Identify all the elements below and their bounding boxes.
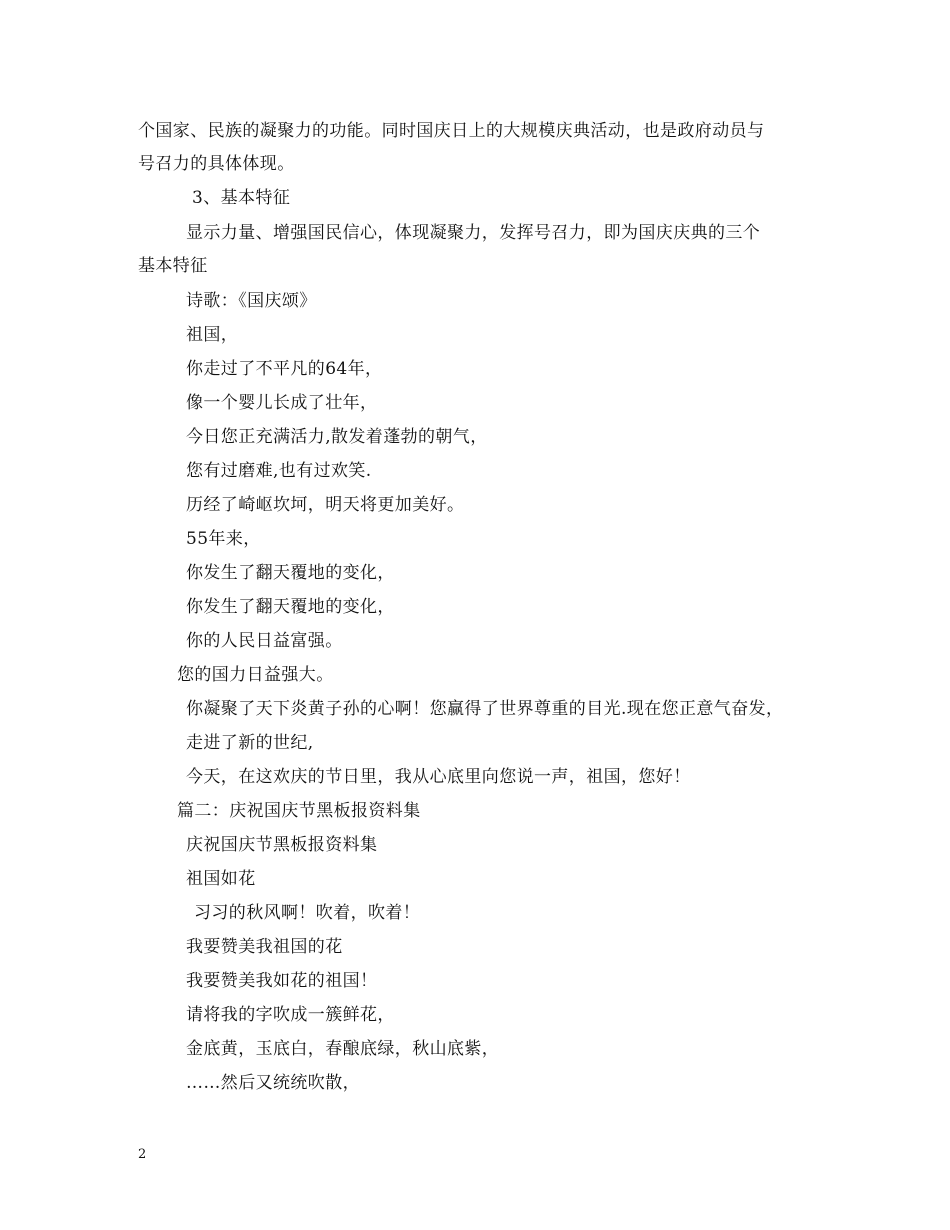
poem-title: 诗歌：《国庆颂》 (186, 291, 317, 311)
poem-line: 55年来， (186, 529, 261, 549)
section-heading: 篇二：庆祝国庆节黑板报资料集 (177, 801, 421, 821)
poem-line: 我要赞美我如花的祖国！ (186, 971, 378, 991)
poem-line: 您的国力日益强大。 (177, 665, 334, 685)
poem-title: 祖国如花 (186, 869, 256, 889)
poem-line: 请将我的字吹成一簇鲜花， (186, 1005, 395, 1025)
poem-line: 你的人民日益富强。 (186, 631, 343, 651)
text-line: 号召力的具体体现。 (138, 154, 295, 174)
poem-line: 您有过磨难,也有过欢笑. (186, 461, 372, 481)
subsection-title: 庆祝国庆节黑板报资料集 (186, 835, 378, 855)
poem-line: 像一个婴儿长成了壮年， (186, 393, 378, 413)
text-line: 个国家、民族的凝聚力的功能。同时国庆日上的大规模庆典活动，也是政府动员与 (138, 121, 765, 141)
poem-line: 我要赞美我祖国的花 (186, 937, 343, 957)
poem-line: 习习的秋风啊！吹着，吹着！ (194, 903, 421, 923)
text-line: 基本特征 (138, 256, 208, 276)
poem-line: 金底黄，玉底白，春酿底绿，秋山底紫， (186, 1039, 500, 1059)
poem-line: 历经了崎岖坎坷，明天将更加美好。 (186, 495, 465, 515)
text-line: 显示力量、增强国民信心，体现凝聚力，发挥号召力，即为国庆庆典的三个 (186, 223, 761, 243)
poem-line: 祖国， (186, 325, 239, 345)
poem-line: 你凝聚了天下炎黄子孙的心啊！您赢得了世界尊重的目光.现在您正意气奋发， (186, 699, 784, 719)
poem-line: 你发生了翻天覆地的变化， (186, 597, 395, 617)
section-heading: 3、基本特征 (192, 188, 291, 208)
poem-line: 你发生了翻天覆地的变化， (186, 563, 395, 583)
poem-line: 今日您正充满活力,散发着蓬勃的朝气， (186, 427, 488, 447)
poem-line: ……然后又统统吹散， (186, 1073, 360, 1093)
page-number: 2 (138, 1147, 147, 1162)
poem-line: 今天，在这欢庆的节日里，我从心底里向您说一声，祖国，您好！ (186, 767, 691, 787)
poem-line: 你走过了不平凡的64年， (186, 359, 383, 379)
poem-line: 走进了新的世纪, (186, 733, 314, 753)
